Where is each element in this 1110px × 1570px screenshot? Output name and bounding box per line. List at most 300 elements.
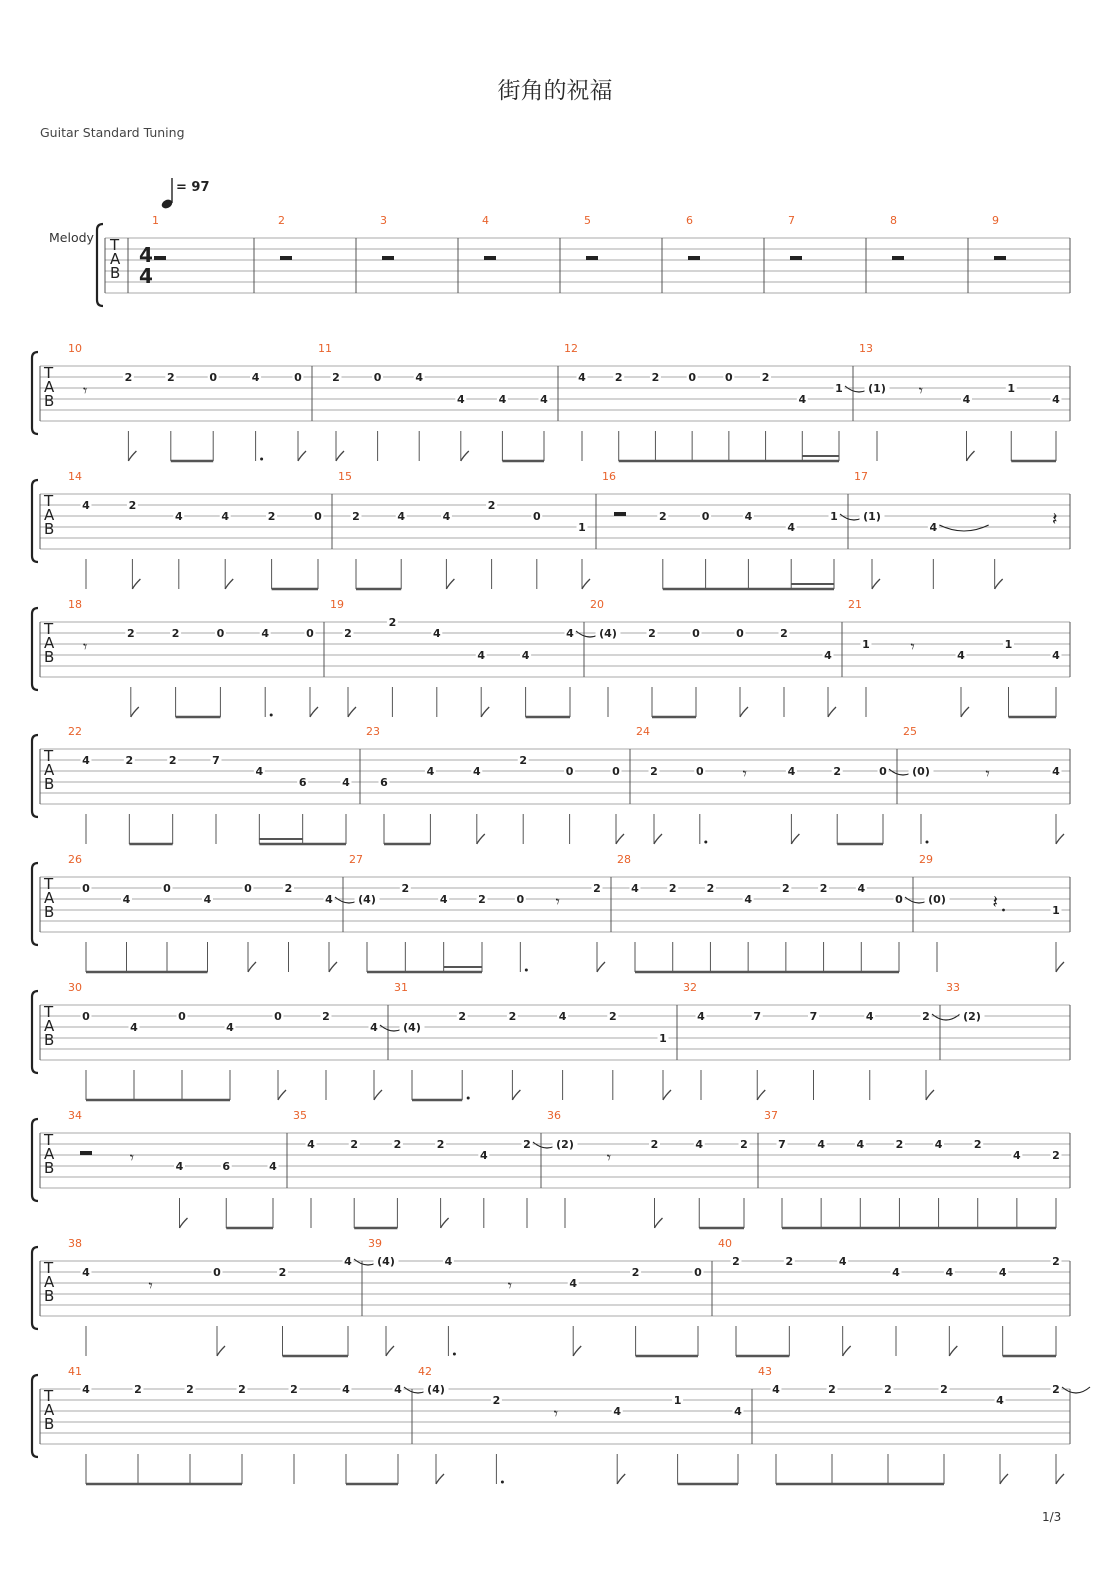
note-flag [298, 451, 306, 461]
note-flag [655, 1218, 663, 1228]
fret-number: 4 [344, 1255, 352, 1268]
fret-number: 2 [780, 627, 788, 640]
tab-clef-letter: B [44, 392, 55, 410]
fret-number: 4 [521, 649, 530, 662]
staff-bracket [32, 1119, 38, 1201]
note-flag [128, 451, 136, 461]
half-rest [688, 256, 700, 260]
fret-number: 1 [578, 521, 586, 534]
tab-system [32, 598, 1070, 717]
fret-number: 4 [787, 521, 796, 534]
half-rest [892, 256, 904, 260]
fret-number: 4 [342, 1383, 350, 1396]
duration-dot [467, 1097, 470, 1100]
eighth-rest: 𝄾 [83, 637, 88, 656]
fret-number: 0 [516, 893, 525, 906]
measure-number: 14 [68, 470, 82, 483]
time-signature-bottom: 4 [139, 264, 153, 288]
half-rest [586, 256, 598, 260]
fret-number: 2 [650, 765, 658, 778]
fret-number: 0 [244, 882, 252, 895]
tab-clef-letter: A [44, 1145, 55, 1163]
note-flag [441, 1218, 449, 1228]
note-flag [461, 451, 469, 461]
tuning-label: Guitar Standard Tuning [40, 125, 185, 140]
fret-number: 1 [1007, 382, 1016, 395]
fret-number: 1 [673, 1394, 682, 1407]
note-flag [617, 1474, 625, 1484]
note-flag [310, 707, 318, 717]
fret-number: 0 [532, 510, 541, 523]
fret-number: 2 [350, 1138, 359, 1151]
measure-number: 19 [330, 598, 344, 611]
fret-number: 7 [778, 1138, 786, 1151]
fret-number: 2 [332, 371, 340, 384]
tie-arc [932, 1014, 960, 1020]
fret-number: (4) [599, 627, 617, 640]
fret-number: 4 [307, 1138, 315, 1151]
fret-number: 0 [688, 371, 696, 384]
eighth-rest: 𝄾 [129, 1148, 135, 1167]
fret-number: 2 [519, 754, 528, 767]
staff-bracket [32, 991, 38, 1073]
fret-number: 2 [125, 754, 134, 767]
duration-dot [501, 1481, 504, 1484]
fret-number: 4 [744, 510, 753, 523]
measure-number: 42 [418, 1365, 432, 1378]
note-flag [616, 834, 624, 844]
note-flag [740, 707, 748, 717]
fret-number: 4 [261, 627, 270, 640]
fret-number: 2 [322, 1010, 330, 1023]
staff-bracket [97, 224, 103, 306]
fret-number: 2 [492, 1394, 501, 1407]
eighth-rest: 𝄾 [83, 381, 88, 400]
tab-system [32, 1109, 1070, 1228]
page-number: 1/3 [1042, 1510, 1062, 1524]
measure-number: 23 [366, 725, 380, 738]
staff-bracket [32, 480, 38, 562]
measure-number: 25 [903, 725, 917, 738]
fret-number: 2 [238, 1383, 246, 1396]
time-signature-top: 4 [139, 243, 153, 267]
fret-number: 0 [213, 1266, 221, 1279]
half-rest [994, 256, 1006, 260]
fret-number: 4 [174, 510, 183, 523]
eighth-rest: 𝄾 [985, 764, 990, 783]
fret-number: 4 [444, 1255, 453, 1268]
measure-number: 31 [394, 981, 408, 994]
measure-number: 10 [68, 342, 82, 355]
fret-number: 2 [126, 627, 135, 640]
eighth-rest: 𝄾 [553, 1404, 559, 1423]
measure-number: 22 [68, 725, 82, 738]
fret-number: (0) [928, 893, 946, 906]
note-flag [1056, 834, 1064, 844]
measure-number: 11 [318, 342, 332, 355]
fret-number: (1) [863, 510, 881, 523]
duration-dot [525, 969, 528, 972]
measure-number: 32 [683, 981, 697, 994]
fret-number: 0 [216, 627, 225, 640]
fret-number: 4 [569, 1277, 578, 1290]
eighth-rest: 𝄾 [606, 1148, 612, 1167]
fret-number: (2) [556, 1138, 574, 1151]
half-rest [382, 256, 394, 260]
eighth-rest: 𝄾 [148, 1276, 153, 1295]
fret-number: 2 [523, 1138, 531, 1151]
note-flag [1056, 1474, 1064, 1484]
tab-system [32, 1237, 1070, 1356]
half-rest [80, 1151, 92, 1155]
measure-number: 35 [293, 1109, 307, 1122]
note-flag [995, 579, 1003, 589]
tab-clef-letter: T [44, 1387, 54, 1405]
fret-number: 0 [725, 371, 733, 384]
fret-number: 2 [1052, 1149, 1060, 1162]
fret-number: 4 [566, 627, 574, 640]
fret-number: 7 [212, 754, 220, 767]
fret-number: 4 [1052, 649, 1060, 662]
tab-clef-letter: T [44, 1131, 54, 1149]
measure-number: 8 [890, 214, 897, 227]
fret-number: 2 [278, 1266, 287, 1279]
fret-number: 4 [325, 893, 333, 906]
measure-number: 7 [788, 214, 795, 227]
fret-number: 4 [342, 776, 350, 789]
note-flag [949, 1346, 957, 1356]
tab-system [97, 214, 1070, 306]
fret-number: 0 [701, 510, 710, 523]
fret-number: 2 [651, 371, 660, 384]
fret-number: 6 [380, 776, 388, 789]
fret-number: (4) [427, 1383, 445, 1396]
measure-number: 2 [278, 214, 285, 227]
fret-number: 0 [274, 1010, 282, 1023]
fret-number: 2 [973, 1138, 982, 1151]
fret-number: 0 [306, 627, 314, 640]
eighth-rest: 𝄾 [742, 764, 747, 783]
measure-number: 36 [547, 1109, 561, 1122]
measure-number: 6 [686, 214, 693, 227]
fret-number: 4 [456, 393, 465, 406]
fret-number: 4 [439, 893, 448, 906]
fret-number: 0 [736, 627, 744, 640]
fret-number: 4 [82, 754, 90, 767]
tab-clef-letter: T [44, 1003, 54, 1021]
quarter-rest: 𝄽 [1052, 509, 1058, 530]
eighth-rest: 𝄾 [918, 381, 924, 400]
fret-number: 4 [479, 1149, 488, 1162]
fret-number: 2 [478, 893, 486, 906]
fret-number: 4 [1052, 393, 1060, 406]
note-flag [828, 707, 836, 717]
fret-number: 4 [558, 1010, 567, 1023]
tab-clef-letter: B [44, 1031, 55, 1049]
eighth-rest: 𝄾 [507, 1276, 513, 1295]
fret-number: 2 [658, 510, 667, 523]
note-flag [131, 707, 139, 717]
half-rest [614, 512, 626, 516]
note-flag [967, 451, 975, 461]
fret-number: 4 [394, 1383, 402, 1396]
fret-number: 2 [401, 882, 410, 895]
note-flag [791, 834, 799, 844]
staff-bracket [32, 1247, 38, 1329]
half-rest [280, 256, 292, 260]
fret-number: 0 [163, 882, 171, 895]
note-flag [336, 451, 344, 461]
fret-number: 2 [458, 1010, 467, 1023]
fret-number: 4 [255, 765, 264, 778]
tab-clef-letter: A [44, 506, 55, 524]
fret-number: 2 [608, 1010, 617, 1023]
note-flag [872, 579, 880, 589]
fret-number: 2 [436, 1138, 445, 1151]
fret-number: 4 [744, 893, 752, 906]
fret-number: 0 [294, 371, 302, 384]
tab-clef-letter: B [44, 1287, 55, 1305]
fret-number: 2 [895, 1138, 904, 1151]
fret-number: 4 [838, 1255, 847, 1268]
fret-number: (0) [912, 765, 930, 778]
tab-system [32, 725, 1070, 844]
tab-system [32, 853, 1070, 972]
fret-number: 2 [134, 1383, 142, 1396]
note-flag [248, 962, 256, 972]
fret-number: (4) [403, 1021, 421, 1034]
eighth-rest: 𝄾 [555, 892, 560, 911]
fret-number: 4 [203, 893, 212, 906]
fret-number: 2 [668, 882, 677, 895]
half-rest [154, 256, 166, 260]
duration-dot [704, 841, 707, 844]
tempo-marking: = 97 [176, 180, 210, 195]
fret-number: 4 [957, 649, 965, 662]
tab-clef-letter: B [44, 903, 55, 921]
tab-clef-letter: A [44, 1401, 55, 1419]
fret-number: 2 [761, 371, 770, 384]
fret-number: 4 [817, 1138, 825, 1151]
tab-clef-letter: T [44, 492, 54, 510]
duration-dot [270, 714, 273, 717]
fret-number: 2 [393, 1138, 402, 1151]
fret-number: 2 [782, 882, 790, 895]
measure-number: 13 [859, 342, 873, 355]
half-rest [790, 256, 802, 260]
note-flag [329, 962, 337, 972]
tab-clef-letter: T [110, 236, 120, 254]
fret-number: 4 [442, 510, 451, 523]
fret-number: 0 [178, 1010, 186, 1023]
fret-number: 4 [472, 765, 481, 778]
fret-number: 2 [168, 754, 177, 767]
fret-number: 1 [1004, 638, 1013, 651]
fret-number: 2 [593, 882, 601, 895]
fret-number: 2 [186, 1383, 194, 1396]
tab-clef-letter: A [44, 889, 55, 907]
measure-number: 16 [602, 470, 616, 483]
track-name: Melody [49, 230, 94, 245]
fret-number: 2 [631, 1266, 640, 1279]
staff-bracket [32, 608, 38, 690]
fret-number: 1 [830, 510, 838, 523]
fret-number: 1 [862, 638, 870, 651]
tab-clef-letter: B [44, 648, 55, 666]
fret-number: 1 [835, 382, 843, 395]
fret-number: 4 [929, 521, 938, 534]
fret-number: 4 [269, 1160, 277, 1173]
fret-number: 4 [370, 1021, 378, 1034]
fret-number: 2 [732, 1255, 740, 1268]
fret-number: 2 [648, 627, 656, 640]
duration-dot [453, 1353, 456, 1356]
measure-number: 43 [758, 1365, 772, 1378]
eighth-rest: 𝄾 [910, 637, 915, 656]
note-flag [446, 579, 454, 589]
fret-number: 4 [1052, 765, 1060, 778]
fret-number: 0 [879, 765, 887, 778]
fret-number: 4 [578, 371, 586, 384]
fret-number: 4 [631, 882, 639, 895]
note-flag [757, 1090, 765, 1100]
fret-number: 4 [498, 393, 507, 406]
fret-number: 6 [222, 1160, 231, 1173]
fret-number: 1 [659, 1032, 667, 1045]
fret-number: 4 [82, 499, 90, 512]
fret-number: 7 [809, 1010, 818, 1023]
fret-number: 2 [740, 1138, 748, 1151]
note-flag [926, 1090, 934, 1100]
fret-number: (2) [963, 1010, 981, 1023]
tab-clef-letter: A [44, 1273, 55, 1291]
measure-number: 34 [68, 1109, 82, 1122]
note-flag [1000, 1474, 1008, 1484]
fret-number: 0 [373, 371, 382, 384]
measure-number: 15 [338, 470, 352, 483]
fret-number: 2 [284, 882, 293, 895]
fret-number: 4 [695, 1138, 704, 1151]
note-flag [961, 707, 969, 717]
tab-clef-letter: T [44, 620, 54, 638]
measure-number: 29 [919, 853, 933, 866]
note-flag [225, 579, 233, 589]
tab-clef-letter: T [44, 875, 54, 893]
half-rest [484, 256, 496, 260]
tie-arc [1062, 1387, 1090, 1393]
measure-number: 26 [68, 853, 82, 866]
note-flag [654, 834, 662, 844]
fret-number: 0 [694, 1266, 702, 1279]
fret-number: (1) [868, 382, 886, 395]
fret-number: 4 [934, 1138, 943, 1151]
measure-number: 4 [482, 214, 489, 227]
measure-number: 17 [854, 470, 868, 483]
measure-number: 39 [368, 1237, 382, 1250]
tab-clef-letter: B [44, 520, 55, 538]
quarter-rest: 𝄽 [992, 892, 999, 913]
measure-number: 41 [68, 1365, 82, 1378]
fret-number: 4 [226, 1021, 234, 1034]
fret-number: 2 [487, 499, 496, 512]
measure-number: 24 [636, 725, 650, 738]
fret-number: 4 [415, 371, 424, 384]
measure-number: 28 [617, 853, 631, 866]
measure-number: 37 [764, 1109, 778, 1122]
fret-number: 0 [565, 765, 574, 778]
fret-number: (4) [377, 1255, 395, 1268]
fret-number: 4 [221, 510, 230, 523]
tab-clef-letter: A [44, 634, 55, 652]
fret-number: 2 [166, 371, 175, 384]
tab-clef-letter: B [44, 1159, 55, 1177]
tab-clef-letter: B [110, 264, 121, 282]
fret-number: 1 [1052, 904, 1060, 917]
fret-number: 4 [613, 1405, 622, 1418]
tab-clef-letter: A [110, 250, 121, 268]
note-flag [180, 1218, 188, 1228]
note-flag [843, 1346, 851, 1356]
fret-number: 2 [290, 1383, 298, 1396]
fret-number: 2 [614, 371, 623, 384]
fret-number: 4 [962, 393, 971, 406]
fret-number: 4 [996, 1394, 1004, 1407]
fret-number: 4 [824, 649, 832, 662]
measure-number: 1 [152, 214, 159, 227]
fret-number: 0 [692, 627, 700, 640]
fret-number: 4 [798, 393, 807, 406]
note-flag [582, 579, 590, 589]
note-flag [132, 579, 140, 589]
fret-number: 2 [1052, 1255, 1060, 1268]
staff-bracket [32, 1375, 38, 1457]
note-flag [436, 1474, 444, 1484]
fret-number: 4 [540, 393, 548, 406]
staff-bracket [32, 352, 38, 434]
fret-number: 4 [787, 765, 796, 778]
rest-dot [1002, 909, 1005, 912]
tab-system [32, 981, 1070, 1100]
song-title: 街角的祝福 [497, 78, 613, 104]
measure-number: 40 [718, 1237, 732, 1250]
fret-number: 2 [352, 510, 360, 523]
fret-number: 4 [82, 1383, 90, 1396]
fret-number: 2 [785, 1255, 794, 1268]
note-flag [374, 1090, 382, 1100]
staff-bracket [32, 863, 38, 945]
note-flag [217, 1346, 225, 1356]
fret-number: 4 [1013, 1149, 1021, 1162]
fret-number: 2 [388, 616, 397, 629]
fret-number: 7 [753, 1010, 762, 1023]
fret-number: 2 [508, 1010, 517, 1023]
fret-number: 2 [884, 1383, 892, 1396]
fret-number: (4) [358, 893, 376, 906]
fret-number: 2 [124, 371, 133, 384]
fret-number: 2 [267, 510, 276, 523]
fret-number: 2 [819, 882, 828, 895]
fret-number: 2 [1052, 1383, 1060, 1396]
tab-system [32, 470, 1070, 589]
note-flag [1056, 962, 1064, 972]
note-flag [512, 1090, 520, 1100]
tab-clef-letter: B [44, 775, 55, 793]
tab-clef-letter: A [44, 378, 55, 396]
fret-number: 4 [397, 510, 406, 523]
fret-number: 2 [706, 882, 715, 895]
fret-number: 2 [922, 1010, 930, 1023]
fret-number: 4 [945, 1266, 954, 1279]
